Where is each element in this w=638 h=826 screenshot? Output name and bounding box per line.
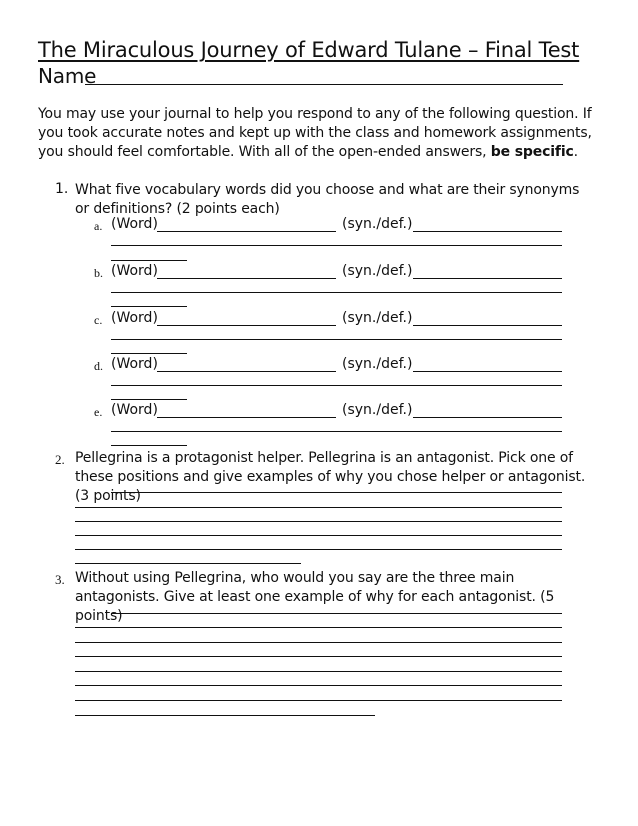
instructions-emphasis: be specific	[490, 144, 574, 160]
question-3-answer-line[interactable]	[75, 642, 562, 643]
item-c-word-label: (Word)	[111, 310, 158, 326]
item-d-syn-label: (syn./def.)	[342, 356, 413, 372]
item-e-answer-line-end[interactable]	[111, 445, 187, 446]
item-a-word-blank[interactable]	[157, 231, 336, 232]
item-e-syn-label: (syn./def.)	[342, 402, 413, 418]
item-d-letter: d.	[94, 359, 103, 373]
item-d-answer-line-end[interactable]	[111, 399, 187, 400]
item-e-word-blank[interactable]	[157, 417, 336, 418]
instructions	[38, 105, 598, 162]
item-b-syn-label: (syn./def.)	[342, 263, 413, 279]
question-2-answer-line[interactable]	[75, 521, 562, 522]
name-line[interactable]	[85, 84, 563, 85]
item-d-word-blank[interactable]	[157, 371, 336, 372]
item-c-letter: c.	[94, 313, 103, 327]
item-b-syn-blank[interactable]	[413, 278, 562, 279]
item-e-word-label: (Word)	[111, 402, 158, 418]
instructions-text: You may use your journal to help you respond to any of the following question. If you took accurate notes and kept up with the class and homework assignments, you should feel comfortable. With all of the open-ended answers,	[38, 106, 592, 160]
instructions-end: .	[573, 144, 578, 160]
item-b-word-blank[interactable]	[157, 278, 336, 279]
item-b-answer-line-end[interactable]	[111, 306, 187, 307]
item-c-syn-blank[interactable]	[413, 325, 562, 326]
item-b-letter: b.	[94, 266, 103, 280]
item-a-letter: a.	[94, 219, 103, 233]
item-e-letter: e.	[94, 405, 103, 419]
item-a-syn-blank[interactable]	[413, 231, 562, 232]
question-2-number: 2.	[55, 452, 65, 467]
question-3-answer-line-end[interactable]	[75, 715, 375, 716]
item-d-syn-blank[interactable]	[413, 371, 562, 372]
question-2-answer-line[interactable]	[75, 507, 562, 508]
item-a-answer-line-end[interactable]	[111, 260, 187, 261]
question-3-answer-line[interactable]	[75, 685, 562, 686]
test-title: The Miraculous Journey of Edward Tulane – Final Test	[38, 38, 580, 62]
question-1-text: What five vocabulary words did you choose and what are their synonyms or definitions? (2 points each)	[75, 182, 580, 217]
question-3-answer-line[interactable]	[75, 671, 562, 672]
question-3-answer-line[interactable]	[75, 627, 562, 628]
question-1-number: 1.	[55, 181, 69, 197]
question-3-answer-line[interactable]	[111, 613, 562, 614]
question-2-text: Pellegrina is a protagonist helper. Pellegrina is an antagonist. Pick one of these positions and give examples of why you chose helper or antagonist. (3 points)	[75, 450, 586, 504]
item-e-answer-line[interactable]	[111, 431, 562, 432]
question-2-answer-line[interactable]	[111, 492, 562, 493]
item-c-answer-line[interactable]	[111, 339, 562, 340]
question-3-text: Without using Pellegrina, who would you say are the three main antagonists. Give at least one example of why for each antagonist. (5 points)	[75, 570, 555, 624]
question-3-answer-line[interactable]	[75, 656, 562, 657]
item-e-syn-blank[interactable]	[413, 417, 562, 418]
item-b-word-label: (Word)	[111, 263, 158, 279]
question-2-answer-line[interactable]	[75, 535, 562, 536]
item-a-syn-label: (syn./def.)	[342, 216, 413, 232]
item-b-answer-line[interactable]	[111, 292, 562, 293]
question-3-number: 3.	[55, 572, 65, 587]
item-d-answer-line[interactable]	[111, 385, 562, 386]
question-2-answer-line[interactable]	[75, 549, 562, 550]
question-2-answer-line-end[interactable]	[75, 563, 301, 564]
item-d-word-label: (Word)	[111, 356, 158, 372]
name-field[interactable]	[38, 64, 563, 88]
item-a-word-label: (Word)	[111, 216, 158, 232]
item-a-answer-line[interactable]	[111, 245, 562, 246]
question-3-answer-line[interactable]	[75, 700, 562, 701]
name-label: Name	[38, 64, 97, 88]
item-c-word-blank[interactable]	[157, 325, 336, 326]
item-c-answer-line-end[interactable]	[111, 353, 187, 354]
item-c-syn-label: (syn./def.)	[342, 310, 413, 326]
